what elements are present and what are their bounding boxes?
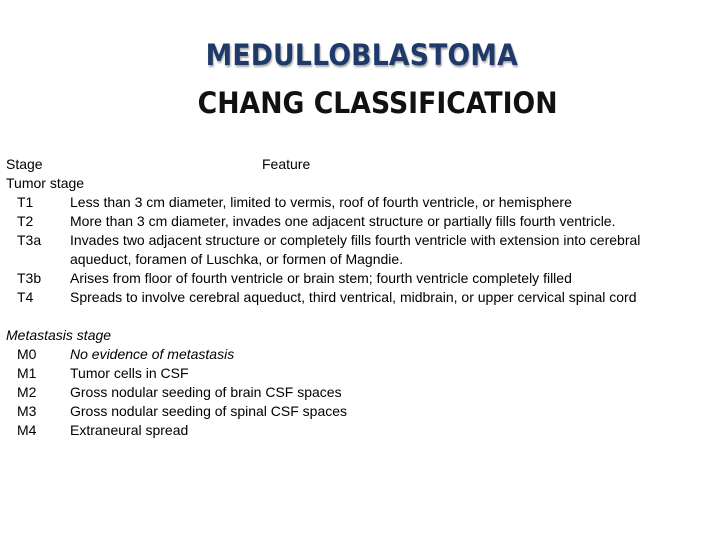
table-row [6, 193, 716, 212]
stage-description: Tumor cells in CSF [70, 365, 189, 381]
stage-code: M4 [17, 422, 37, 438]
table-row [6, 212, 716, 231]
stage-description: Extraneural spread [70, 422, 189, 438]
stage-description: More than 3 cm diameter, invades one adjacent structure or partially fills fourth ventricle. [70, 213, 616, 229]
table-row [6, 402, 716, 421]
stage-code: T2 [17, 213, 34, 229]
slide-title [0, 38, 720, 72]
table-row [6, 231, 716, 250]
stage-column-header: Stage [6, 156, 43, 172]
subtitle-text: CHANG CLASSIFICATION [198, 86, 558, 120]
stage-description: Invades two adjacent structure or completely fills fourth ventricle with extension into cerebral [70, 232, 641, 248]
table-row [6, 421, 716, 440]
table-row-continuation [6, 250, 716, 269]
title-text: MEDULLOBLASTOMA [205, 38, 519, 72]
table-row [6, 288, 716, 307]
stage-description: Less than 3 cm diameter, limited to vermis, roof of fourth ventricle, or hemisphere [70, 194, 572, 210]
stage-code: T3a [17, 232, 42, 248]
stage-description: Gross nodular seeding of spinal CSF spaces [70, 403, 348, 419]
stage-description: Arises from floor of fourth ventricle or brain stem; fourth ventricle completely filled [70, 270, 572, 286]
stage-description: No evidence of metastasis [70, 346, 235, 362]
slide-subtitle [0, 86, 720, 120]
metastasis-stage-heading: Metastasis stage [6, 327, 112, 343]
table-row [6, 345, 716, 364]
stage-description-continued: aqueduct, foramen of Luschka, or formen of Magndie. [70, 251, 404, 267]
stage-code: M2 [17, 384, 37, 400]
stage-code: M3 [17, 403, 37, 419]
stage-code: M1 [17, 365, 37, 381]
table-row [6, 364, 716, 383]
stage-code: M0 [17, 346, 37, 362]
stage-description: Spreads to involve cerebral aqueduct, third ventrical, midbrain, or upper cervical spinal cord [70, 289, 637, 305]
table-header [6, 155, 716, 174]
table-row [6, 269, 716, 288]
stage-description: Gross nodular seeding of brain CSF spaces [70, 384, 342, 400]
stage-code: T3b [17, 270, 42, 286]
tumor-stage-heading: Tumor stage [6, 175, 85, 191]
stage-code: T4 [17, 289, 34, 305]
spacer [6, 307, 716, 326]
table-row [6, 383, 716, 402]
feature-column-header: Feature [262, 156, 311, 172]
classification-table [6, 155, 716, 440]
stage-code: T1 [17, 194, 34, 210]
